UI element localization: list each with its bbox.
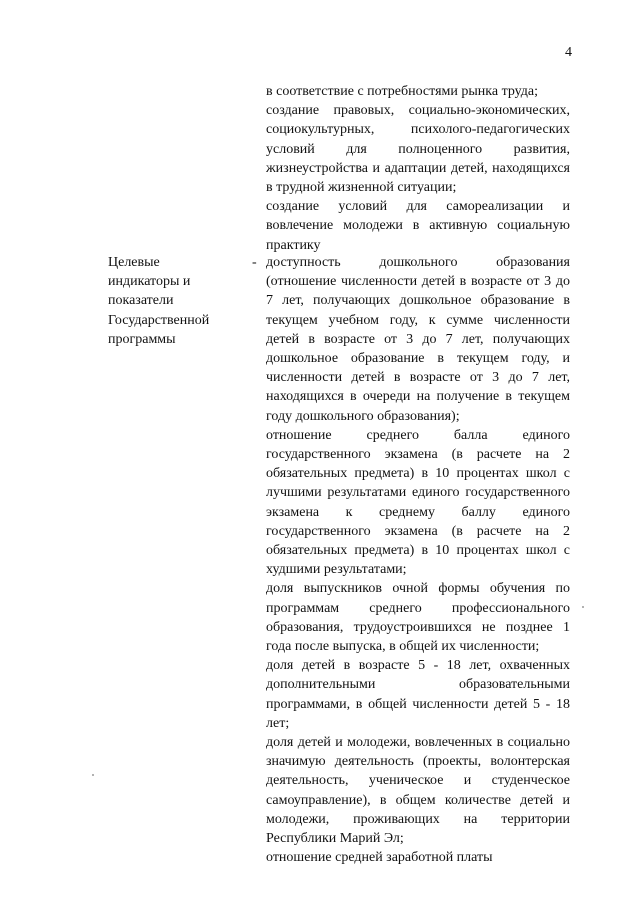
- text-paragraph: в соответствие с потребностями рынка труда;: [266, 84, 539, 99]
- indicator-item: отношение среднего балла единого государственного экзамена (в расчете на 2 обязательных предмета) в 10 процентах школ с лучшими результатами единого государственного экзамена к среднему баллу единого государственного экзамена (в расчете на 2 обязательных предмета) в 10 процентах школ с худшими результатами;: [266, 427, 570, 578]
- section-label-line: индикаторы и: [108, 274, 191, 290]
- indicators-list: [266, 253, 570, 868]
- scan-speck: [92, 774, 94, 776]
- section-label-line: программы: [108, 331, 176, 347]
- section-label-line: Целевые: [108, 255, 160, 270]
- indicator-item: доступность дошкольного образования (отношение численности детей в возрасте от 3 до 7 лет, получающих дошкольное образование в текущем учебном году, к сумме численности детей в возрасте от 3 до 7 лет, получающих дошкольное образование в текущем году, и численности детей в возрасте от 3 до 7 лет, находящихся в очереди на получение в текущем году дошкольного образования);: [266, 255, 570, 424]
- text-paragraph: создание правовых, социально-экономических, социокультурных, психолого-педагогических условий для полноценного развития, жизнеустройства и адаптации детей, находящихся в трудной жизненной ситуации;: [266, 103, 570, 196]
- page-number: 4: [565, 45, 572, 60]
- section-dash: -: [252, 255, 257, 270]
- scan-speck: [582, 606, 584, 608]
- indicator-item: доля детей в возрасте 5 - 18 лет, охваченных дополнительными образовательными программами, в общей численности детей 5 - 18 лет;: [266, 658, 570, 731]
- section-label-line: Государственной: [108, 312, 210, 328]
- indicator-item: доля выпускников очной формы обучения по программам среднего профессионального образования, трудоустроившихся не позднее 1 года после выпуска, в общей их численности;: [266, 581, 570, 655]
- section-label-line: показатели: [108, 293, 174, 309]
- continued-text-block: [266, 82, 570, 255]
- indicator-item: доля детей и молодежи, вовлеченных в социально значимую деятельность (проекты, волонтерская деятельность, ученическое и студенческое самоуправление), в общем количестве детей и молодежи, проживающих на территории Республики Марий Эл;: [266, 735, 570, 847]
- text-paragraph: создание условий для самореализации и вовлечение молодежи в активную социальную практику: [266, 199, 570, 253]
- indicator-item: отношение средней заработной платы: [266, 850, 493, 866]
- section-label-target-indicators: [108, 253, 238, 349]
